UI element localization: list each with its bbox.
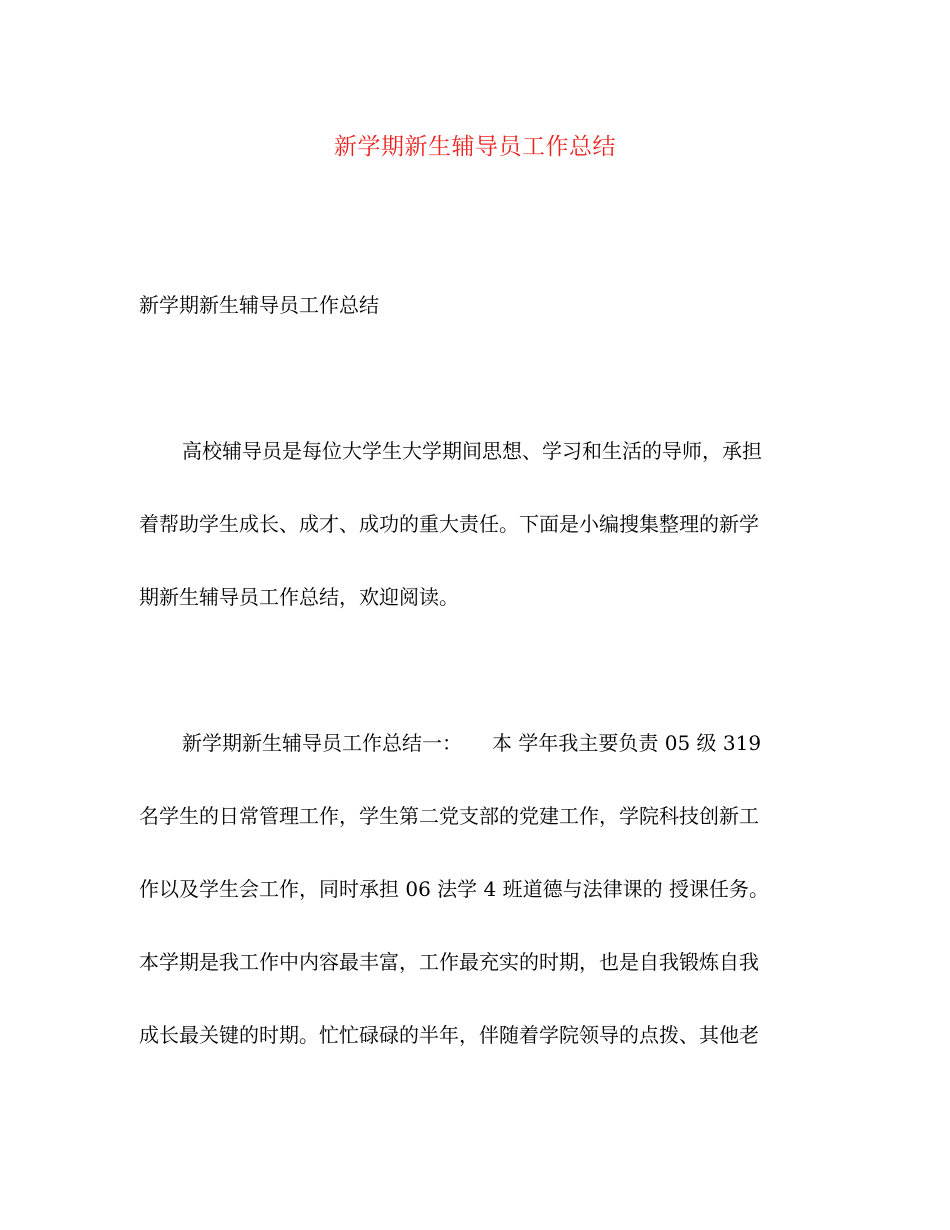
paragraph-line: 作以及学生会工作，同时承担 06 法学 4 班道德与法律课的 授课任务。 [139,877,769,901]
paragraph-line: 新学期新生辅导员工作总结一： 本 学年我主要负责 05 级 319 [182,731,762,755]
paragraph-line: 本学期是我工作中内容最丰富，工作最充实的时期，也是自我锻炼自我 [139,950,759,974]
paragraph-line: 期新生辅导员工作总结，欢迎阅读。 [139,585,459,609]
paragraph-line: 着帮助学生成长、成才、成功的重大责任。下面是小编搜集整理的新学 [139,512,759,536]
paragraph-line: 高校辅导员是每位大学生大学期间思想、学习和生活的导师，承担 [182,439,762,463]
paragraph-line: 名学生的日常管理工作，学生第二党支部的党建工作，学院科技创新工 [139,804,759,828]
document-subtitle: 新学期新生辅导员工作总结 [139,293,379,317]
document-title: 新学期新生辅导员工作总结 [334,134,616,160]
paragraph-line: 成长最关键的时期。忙忙碌碌的半年，伴随着学院领导的点拨、其他老 [139,1023,759,1047]
